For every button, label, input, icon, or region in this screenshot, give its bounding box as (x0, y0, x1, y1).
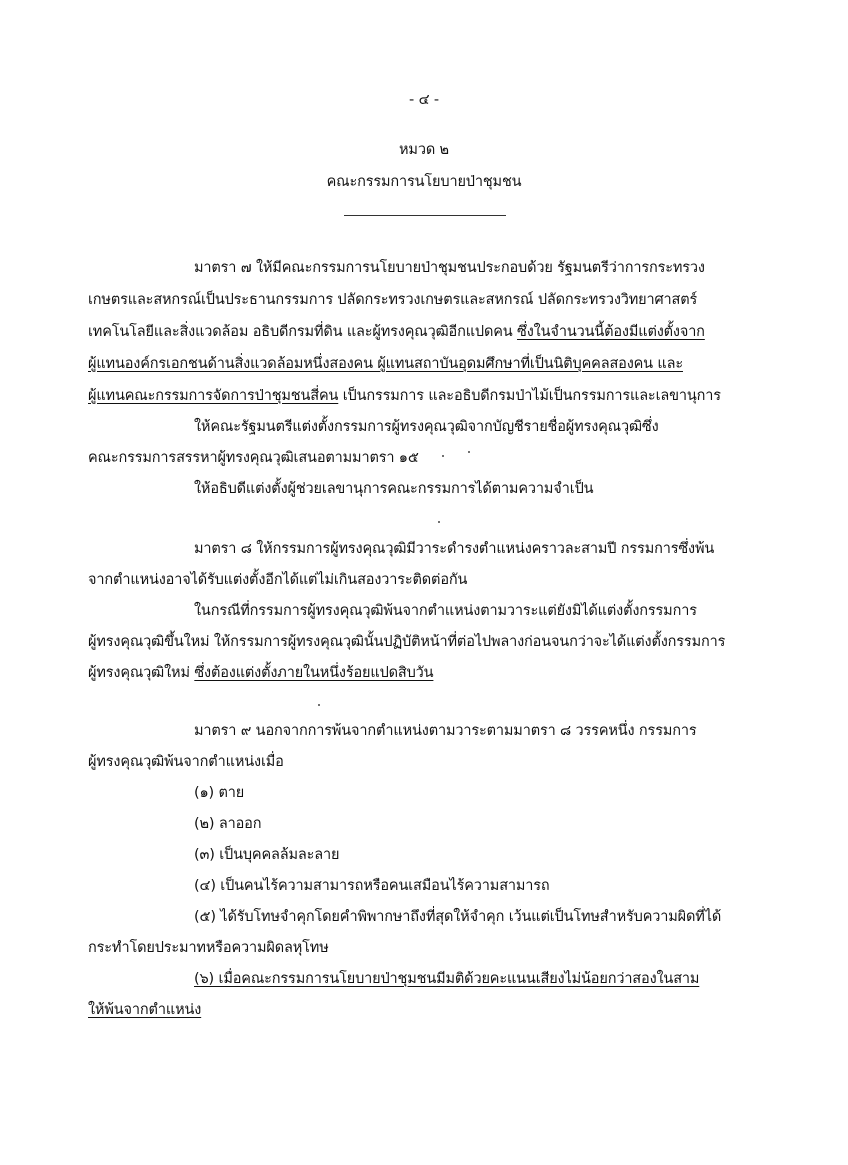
section-7-line-7: คณะกรรมการสรรหาผู้ทรงคุณวุฒิเสนอตามมาตรา ๑๕ (88, 450, 419, 466)
section-7-line-5-amendment: ผู้แทนคณะกรรมการจัดการป่าชุมชนสี่คน (88, 388, 339, 404)
section-8-line-3: ในกรณีที่กรรมการผู้ทรงคุณวุฒิพ้นจากตำแหน่งตามวาระแต่ยังมิได้แต่งตั้งกรรมการ (194, 603, 697, 619)
section-7-line-3-text: เทคโนโลยีและสิ่งแวดล้อม อธิบดีกรมที่ดิน และผู้ทรงคุณวุฒิอีกแปดคน (88, 324, 518, 340)
section-9-item-2: (๒) ลาออก (194, 816, 262, 832)
section-8-line-5 (88, 663, 433, 683)
chapter-title: คณะกรรมการนโยบายป่าชุมชน (326, 174, 522, 190)
section-9-item-4: (๔) เป็นคนไร้ความสามารถหรือคนเสมือนไร้ความสามารถ (194, 878, 550, 894)
scan-speck (468, 451, 470, 453)
section-8-line-2: จากตำแหน่งอาจได้รับแต่งตั้งอีกได้แต่ไม่เกินสองวาระติดต่อกัน (88, 572, 468, 588)
scan-speck (318, 704, 320, 706)
section-9-line-2: ผู้ทรงคุณวุฒิพ้นจากตำแหน่งเมื่อ (88, 754, 284, 770)
section-9-item-5-cont: กระทำโดยประมาทหรือความผิดลหุโทษ (88, 940, 329, 956)
section-7-amendment: ซึ่งในจำนวนนี้ต้องมีแต่งตั้งจาก (517, 324, 705, 340)
scan-speck (438, 521, 440, 523)
section-9-item-6-cont: ให้พ้นจากตำแหน่ง (88, 1002, 202, 1018)
section-9-item-3: (๓) เป็นบุคคลล้มละลาย (194, 847, 340, 863)
section-7-line-1: มาตรา ๗ ให้มีคณะกรรมการนโยบายป่าชุมชนประกอบด้วย รัฐมนตรีว่าการกระทรวง (194, 260, 705, 276)
section-9-item-1: (๑) ตาย (194, 785, 245, 801)
section-8-amendment: ซึ่งต้องแต่งตั้งภายในหนึ่งร้อยแปดสิบวัน (194, 665, 434, 681)
section-8-line-1: มาตรา ๘ ให้กรรมการผู้ทรงคุณวุฒิมีวาระดำรงตำแหน่งคราวละสามปี กรรมการซึ่งพ้น (194, 541, 715, 557)
page-number: - ๔ - (409, 92, 439, 108)
chapter-heading: หมวด ๒ (399, 142, 449, 158)
section-9-line-1: มาตรา ๙ นอกจากการพ้นจากตำแหน่งตามวาระตามมาตรา ๘ วรรคหนึ่ง กรรมการ (194, 723, 697, 739)
section-8-line-5-text: ผู้ทรงคุณวุฒิใหม่ (88, 665, 195, 681)
section-7-line-4: ผู้แทนองค์กรเอกชนด้านสิ่งแวดล้อมหนึ่งสองคน ผู้แทนสถาบันอุดมศึกษาที่เป็นนิติบุคคลสองคน และ (88, 356, 683, 372)
section-7-line-2: เกษตรและสหกรณ์เป็นประธานกรรมการ ปลัดกระทรวงเกษตรและสหกรณ์ ปลัดกระทรวงวิทยาศาสตร์ (88, 292, 698, 308)
section-7-line-6: ให้คณะรัฐมนตรีแต่งตั้งกรรมการผู้ทรงคุณวุฒิจากบัญชีรายชื่อผู้ทรงคุณวุฒิซึ่ง (194, 419, 659, 435)
section-7-line-3 (88, 322, 705, 342)
section-7-line-8: ให้อธิบดีแต่งตั้งผู้ช่วยเลขานุการคณะกรรมการได้ตามความจำเป็น (194, 481, 594, 497)
scan-speck (442, 455, 444, 457)
section-9-item-6: (๖) เมื่อคณะกรรมการนโยบายป่าชุมชนมีมติด้วยคะแนนเสียงไม่น้อยกว่าสองในสาม (194, 971, 700, 987)
section-7-line-5-text: เป็นกรรมการ และอธิบดีกรมป่าไม้เป็นกรรมการและเลขานุการ (338, 388, 721, 404)
title-divider (344, 215, 506, 216)
section-7-line-5 (88, 386, 721, 406)
section-9-item-5: (๕) ได้รับโทษจำคุกโดยคำพิพากษาถึงที่สุดให้จำคุก เว้นแต่เป็นโทษสำหรับความผิดที่ได้ (194, 909, 722, 925)
section-8-line-4: ผู้ทรงคุณวุฒิขึ้นใหม่ ให้กรรมการผู้ทรงคุณวุฒินั้นปฏิบัติหน้าที่ต่อไปพลางก่อนจนกว่าจะได้แต่งตั้งกรรมการ (88, 634, 726, 650)
